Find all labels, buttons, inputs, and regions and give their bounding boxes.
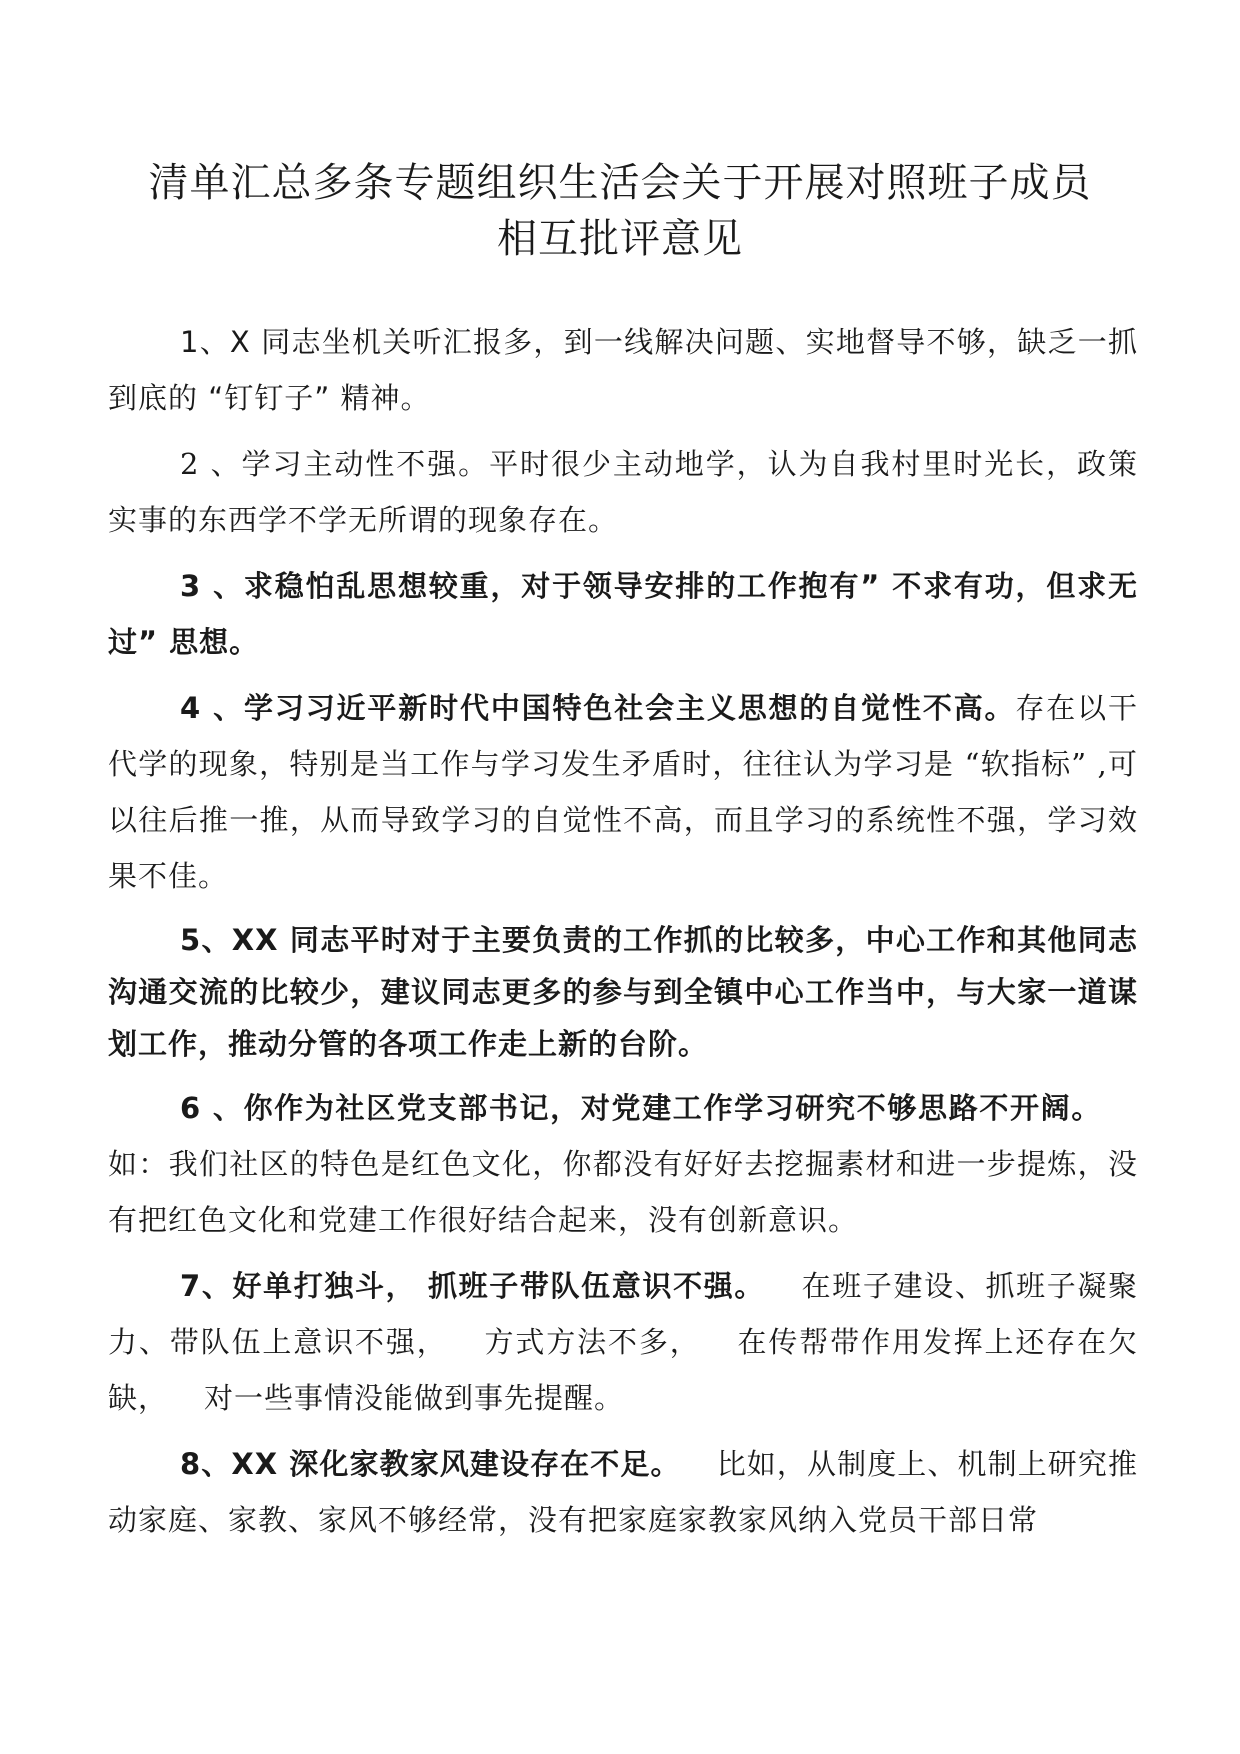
item-7-lead: 7、好单打独斗， 抓班子带队伍意识不强。: [180, 1269, 765, 1303]
item-7-rest-d: 在欠缺，: [108, 1325, 1138, 1415]
item-7-rest-b: 方式方法不多，: [483, 1325, 701, 1359]
item-8-lead: 8、XX 深化家教家风建设存在不足。: [180, 1447, 681, 1481]
item-8: [108, 1436, 1138, 1548]
item-5: 5、XX 同志平时对于主要负责的工作抓的比较多，中心工作和其他同志沟通交流的比较少，建议同志更多的参与到全镇中心工作当中，与大家一道谋划工作，推动分管的各项工作走上新的台阶。: [108, 923, 1138, 1061]
document-title: [100, 155, 1140, 267]
item-4: [108, 680, 1138, 904]
item-2: 2 、学习主动性不强。平时很少主动地学，认为自我村里时光长，政策实事的东西学不学无所谓的现象存在。: [108, 447, 1138, 537]
item-8-rest: 比如，从制度上、机制上研究推动家庭、家教、家风不够经常，没有把家庭家教家风纳入党员干部日常: [108, 1447, 1138, 1537]
item-4-lead: 4 、学习习近平新时代中国特色社会主义思想的自觉性不高。: [180, 691, 1016, 725]
item-7-rest-e: 对一些事情没能做到事先提醒。: [204, 1381, 625, 1415]
item-7-rest-a: 在班子建设、抓班子凝聚力、带队伍上意识不强，: [108, 1269, 1138, 1359]
item-1: 1、X 同志坐机关听汇报多，到一线解决问题、实地督导不够，缺乏一抓到底的 “钉钉子” 精神。: [108, 325, 1138, 415]
item-3: 3 、求稳怕乱思想较重，对于领导安排的工作抱有” 不求有功，但求无过” 思想。: [108, 569, 1138, 659]
item-6-lead: 6 、你作为社区党支部书记，对党建工作学习研究不够思路不开阔。: [180, 1091, 1102, 1125]
item-6: [108, 1080, 1138, 1248]
item-4-rest: 存在以干代学的现象，特别是当工作与学习发生矛盾时，往往认为学习是 “软指标” ,可以往后推一推，从而导致学习的自觉性不高，而且学习的系统性不强，学习效果不佳。: [108, 691, 1138, 893]
item-6-rest: 如：我们社区的特色是红色文化，你都没有好好去挖掘素材和进一步提炼，没有把红色文化和党建工作很好结合起来，没有创新意识。: [108, 1147, 1138, 1237]
title-line-1: 清单汇总多条专题组织生活会关于开展对照班子成员: [148, 160, 1092, 206]
item-7: [108, 1258, 1138, 1426]
title-line-2: 相互批评意见: [497, 216, 743, 262]
item-7-rest-c: 在传帮带作用发挥上还存: [736, 1325, 1078, 1359]
document-body: [108, 314, 1138, 1558]
